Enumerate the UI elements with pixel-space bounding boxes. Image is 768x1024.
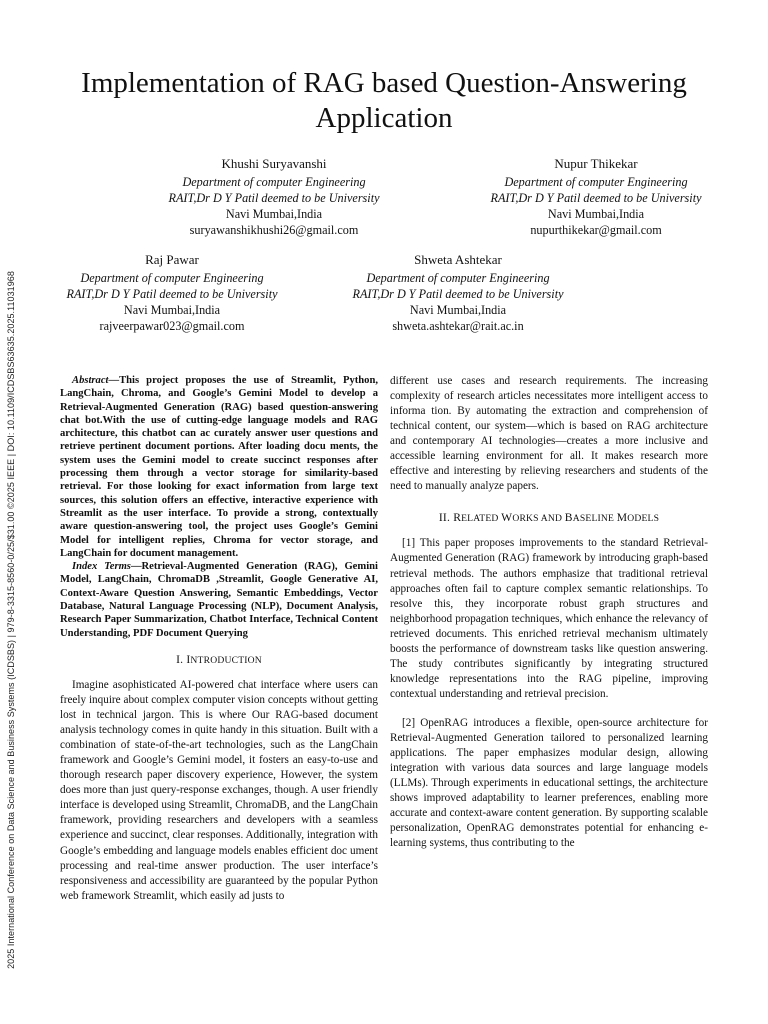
intro-paragraph: Imagine asophisticated AI-powered chat interface where users can freely inquire about complex computer vision concepts without getting lost in technical jargon. This is where Our RAG-based document analysis technology comes in quite handy in this situation. Built with a combination of state-of-the-art technologies, such as the LangChain framework and Google’s Gemini model, it fosters an easy-to-use and thorough research paper discovery experience, However, the system does more than just query-response exchanges, though. A user friendly interface is developed using Streamlit, ChromaDB, and the LangChain framework, providing researchers and developers with a seamless experience and succinct, clear responses. Additionally, integration with Google’s embedding and language models enables efficient doc ument processing and real-time answer production. The user interface’s responsiveness and accessibility are guaranteed by the popular Python web framework Streamlit, which easily ad justs to [60, 678, 379, 902]
paragraph-gap [390, 702, 708, 716]
author-block-3 [22, 252, 322, 334]
author-department: Department of computer Engineering [80, 271, 264, 285]
author-institution: RAIT,Dr D Y Patil deemed to be University [490, 191, 702, 205]
author-block-2 [446, 156, 746, 238]
author-email: shweta.ashtekar@rait.ac.in [392, 319, 524, 333]
index-terms-label: Index Terms [72, 561, 131, 573]
author-location: Navi Mumbai,India [225, 207, 323, 221]
author-email: suryawanshikhushi26@gmail.com [189, 223, 359, 237]
author-location: Navi Mumbai,India [409, 303, 507, 317]
intro-continuation-paragraph: different use cases and research requirements. The increasing complexity of research articles necessitates more intelligent access to informa tion. By automating the extraction and comprehension of technical content, our system—which is based on RAG architecture and contemporary AI technologies—creates a more inclusive and accessible learning environment for all. It makes research more effective and interesting by relieving researchers and students of the need to manually analyze papers. [390, 375, 708, 493]
author-name: Nupur Thikekar [554, 156, 638, 171]
related-work-paragraph-2: [2] OpenRAG introduces a flexible, open-source architecture for Retrieval-Augmented Generation tailored to personalized learning applications. The paper emphasizes modular design, allowing integration with various data sources and large language models (LLMs). Through experiments in educational settings, the architecture shows improved adaptability to learner preferences, enabling more accurate and context-aware content generation. By supporting scalable personalization, OpenRAG demonstrates potential for enhancing e-learning systems, thus contributing to the [390, 716, 708, 850]
author-name: Raj Pawar [145, 252, 199, 267]
author-block-4 [308, 252, 608, 334]
paper-title: Implementation of RAG based Question-Answering Application [81, 67, 687, 134]
related-work-paragraph-1: [1] This paper proposes improvements to the standard Retrieval-Augmented Generation (RAG) framework by introducing graph-based retrieval methods. The authors emphasize that traditional retrieval approaches often fail to capture complex semantic relationships. To resolve this, they incorporate robust graph structures and neighborhood propagation techniques, which enhance the relevancy of retrieved documents. This enriched retrieval mechanism ultimately boosts the performance of downstream tasks like question answering. The study contributes significantly by integrating structured knowledge representations into the RAG pipeline, improving contextual understanding and retrieval precision. [390, 537, 708, 700]
section-heading-related-works: II. RELATED WORKS AND BASELINE MODELS [438, 511, 660, 525]
abstract-label: Abstract [72, 375, 109, 386]
author-location: Navi Mumbai,India [547, 207, 645, 221]
author-name: Khushi Suryavanshi [221, 156, 327, 171]
sidebar-doi-strip [4, 230, 18, 1010]
author-department: Department of computer Engineering [504, 175, 688, 189]
author-department: Department of computer Engineering [366, 271, 550, 285]
author-department: Department of computer Engineering [182, 175, 366, 189]
sidebar-doi-text: 2025 International Conference on Data Science and Business Systems (ICDSBS) | 979-8-3315-8560-0/25/$31.00 ©2025 IEEE | DOI: 10.1109/ICDSBS63635.2025.11031968 [6, 271, 16, 969]
index-terms [60, 560, 378, 640]
section-heading-introduction: I. INTRODUCTION [176, 652, 262, 666]
author-institution: RAIT,Dr D Y Patil deemed to be University [168, 191, 380, 205]
index-terms-text: —Retrieval-Augmented Generation (RAG), Gemini Model, LangChain, ChromaDB ,Streamlit, Google Generative AI, Context-Aware Question Answering, Semantic Embeddings, Vector Database, Natural Language Processing (NLP), Document Analysis, Research Paper Summarization, Chatbot Interface, Technical Content Understanding, PDF Document Querying [60, 561, 378, 639]
abstract-text: —This project proposes the use of Streamlit, Python, LangChain, Chroma, and Google’s Gemini Model to develop a Retrieval-Augmented Generation (RAG) based question-answering chat bot.With the use of cutting-edge language models and RAG architecture, this chatbot can ac curately answer user questions and retrieve pertinent document portions. After loading docu ments, the system uses the Gemini model to create succinct responses after processing them through a vector storage for similarity-based retrieval. For those looking for exact information from large text sources, this solution offers an effective, interactive experience with Streamlit as the user interface. To provide a strong, contextually aware question-answering tool, the project uses Google’s Gemini Model for intelligent replies, Chroma for vector storage, and LangChain for document management. [60, 375, 378, 559]
author-email: rajveerpawar023@gmail.com [99, 319, 245, 333]
right-column [390, 374, 708, 851]
author-email: nupurthikekar@gmail.com [530, 223, 662, 237]
author-name: Shweta Ashtekar [414, 252, 502, 267]
author-block-1 [124, 156, 424, 238]
abstract [60, 374, 378, 560]
author-location: Navi Mumbai,India [123, 303, 221, 317]
left-column [60, 374, 378, 904]
author-institution: RAIT,Dr D Y Patil deemed to be University [66, 287, 278, 301]
author-institution: RAIT,Dr D Y Patil deemed to be University [352, 287, 564, 301]
